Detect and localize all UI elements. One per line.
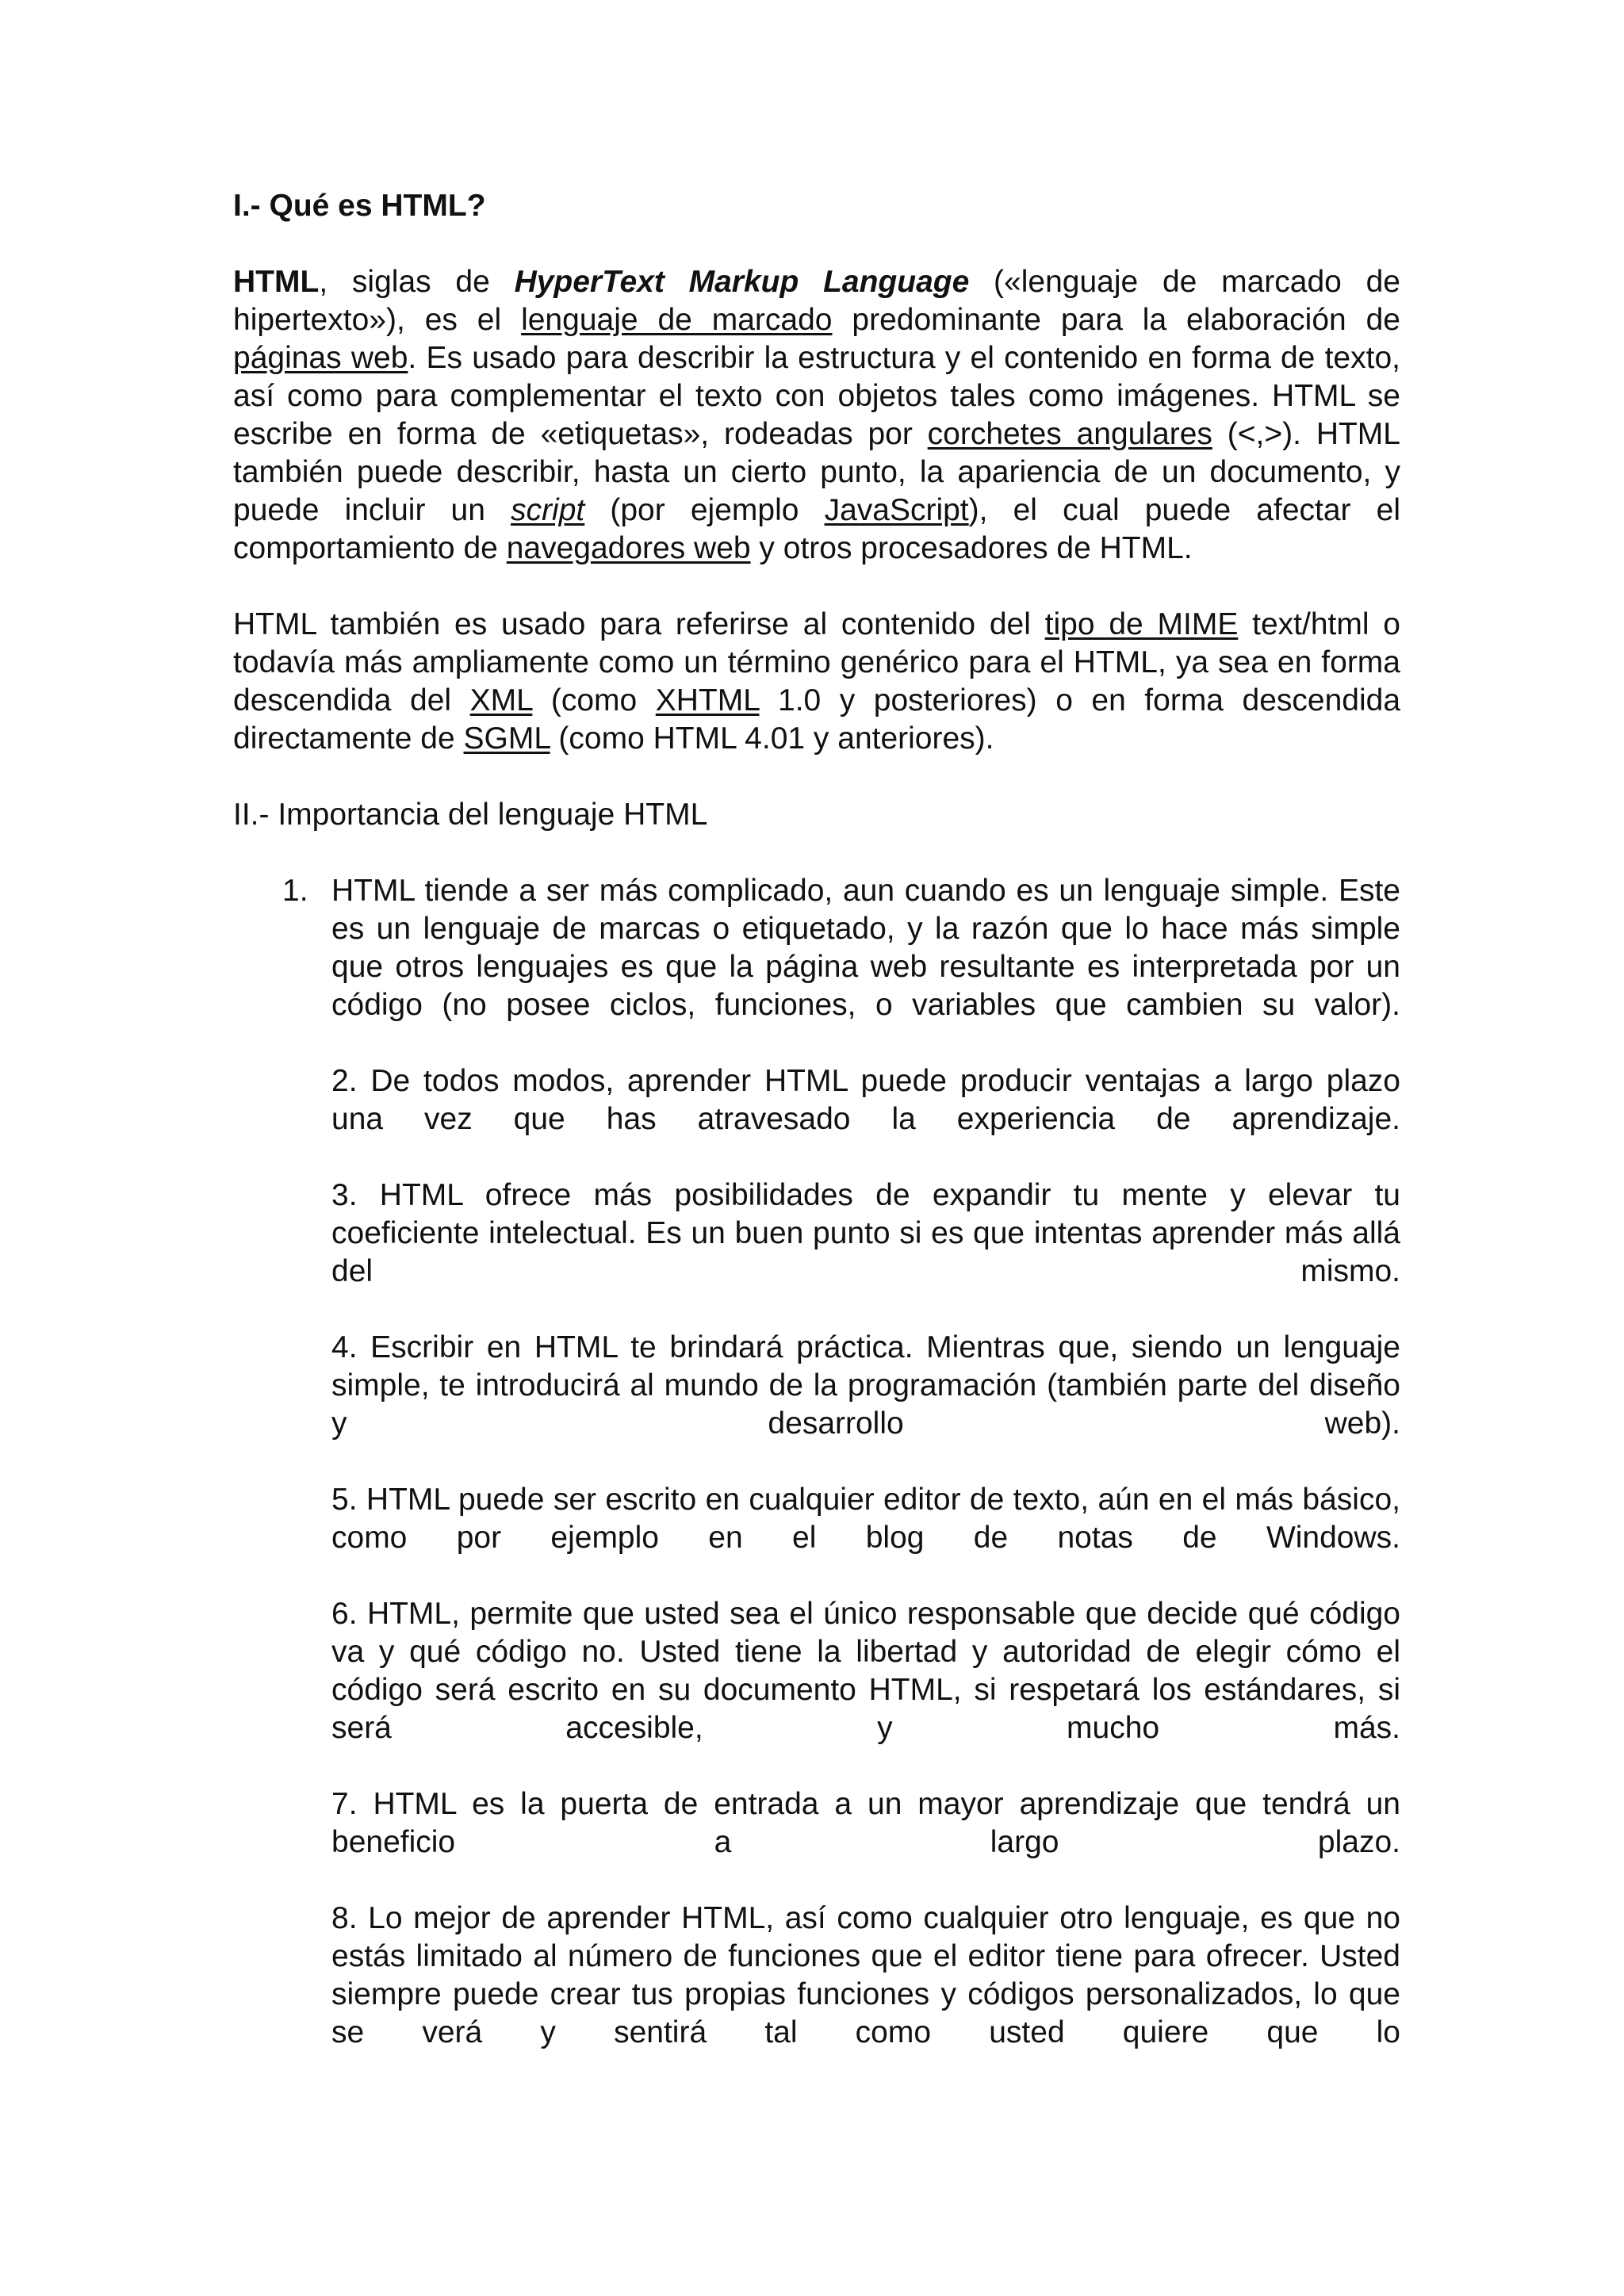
text-run: (como HTML 4.01 y anteriores).: [550, 721, 994, 756]
link-corchetes-angulares[interactable]: corchetes angulares: [927, 417, 1212, 451]
text-run: text/html o todavía más ampliamente como un término genérico para el HTML, ya sea en forma descendida del: [233, 607, 1400, 718]
link-paginas-web[interactable]: páginas web: [233, 341, 408, 375]
text-run: («lenguaje de marcado de hipertexto»), es el: [233, 265, 1400, 337]
text-run: . Es usado para describir la estructura y el contenido en forma de texto, así como para complementar el texto con objetos tales como imágenes. HTML se escribe en forma de «etiquetas», rodeadas por: [233, 341, 1400, 451]
link-navegadores-web[interactable]: navegadores web: [506, 531, 751, 565]
list-item: [331, 1900, 1400, 2052]
text-run: predominante para la elaboración de: [832, 303, 1400, 337]
list-item-text: 4. Escribir en HTML te brindará práctica. Mientras que, siendo un lenguaje simple, te introducirá al mundo de la programación (también parte del diseño y desarrollo web).: [331, 1330, 1400, 1441]
text-run: ), el cual puede afectar el comportamiento de: [233, 493, 1401, 565]
section-heading-importancia: II.- Importancia del lenguaje HTML: [233, 798, 708, 832]
link-tipo-de-mime[interactable]: tipo de MIME: [1044, 607, 1239, 641]
text-run: (por ejemplo: [584, 493, 825, 527]
text-run: (<,>). HTML también puede describir, hasta un cierto punto, la apariencia de un documento, y puede incluir un: [233, 417, 1400, 527]
link-javascript[interactable]: JavaScript: [824, 493, 969, 527]
list-item-text: 6. HTML, permite que usted sea el único responsable que decide qué código va y qué código no. Usted tiene la libertad y autoridad de elegir cómo el código será escrito en su documento HTML, si respetará los estándares, si será accesible, y mucho más.: [331, 1597, 1400, 1745]
list-item: [331, 1481, 1400, 1557]
link-lenguaje-de-marcado[interactable]: lenguaje de marcado: [521, 303, 833, 337]
list-item-text: 7. HTML es la puerta de entrada a un mayor aprendizaje que tendrá un beneficio a largo plazo.: [331, 1787, 1400, 1859]
list-item-text: 3. HTML ofrece más posibilidades de expandir tu mente y elevar tu coeficiente intelectual. Es un buen punto si es que intentas aprender más allá del mismo.: [331, 1178, 1400, 1288]
link-xhtml[interactable]: XHTML: [655, 683, 760, 718]
section-heading-que-es-html: I.- Qué es HTML?: [233, 189, 486, 223]
term-html: HTML: [233, 265, 320, 299]
paragraph-html-definition: [233, 263, 1400, 568]
list-item: [331, 1062, 1400, 1138]
list-item: [331, 1329, 1400, 1443]
text-run: y otros procesadores de HTML.: [750, 531, 1193, 565]
list-item-text: 5. HTML puede ser escrito en cualquier editor de texto, aún en el más básico, como por ejemplo en el blog de notas de Windows.: [331, 1483, 1400, 1555]
list-item: [282, 872, 1400, 1024]
text-run: (como: [532, 683, 656, 718]
link-xml[interactable]: XML: [469, 683, 533, 718]
list-item: [331, 1785, 1400, 1862]
list-item-text: HTML tiende a ser más complicado, aun cuando es un lenguaje simple. Este es un lenguaje de marcas o etiquetado, y la razón que lo hace más simple que otros lenguajes es que la página web resultante es interpretada por un código (no posee ciclos, funciones, o variables que cambien su valor).: [331, 874, 1400, 1022]
importance-list: [233, 872, 1400, 2052]
link-sgml[interactable]: SGML: [463, 721, 550, 756]
term-hypertext-markup-language: HyperText Markup Language: [514, 265, 970, 299]
text-run: HTML también es usado para referirse al contenido del: [233, 607, 1045, 641]
list-item-number: 1.: [282, 874, 308, 908]
paragraph-html-mime: [233, 606, 1400, 758]
list-item-text: 2. De todos modos, aprender HTML puede producir ventajas a largo plazo una vez que has atravesado la experiencia de aprendizaje.: [331, 1064, 1400, 1136]
list-item-text: 8. Lo mejor de aprender HTML, así como cualquier otro lenguaje, es que no estás limitado al número de funciones que el editor tiene para ofrecer. Usted siempre puede crear tus propias funciones y códigos personalizados, lo que se verá y sentirá tal como usted quiere que lo: [331, 1901, 1400, 2049]
text-run: , siglas de: [319, 265, 515, 299]
list-item: [331, 1177, 1400, 1291]
link-script[interactable]: script: [511, 493, 585, 527]
document-body: [233, 187, 1400, 2090]
list-item: [331, 1595, 1400, 1747]
text-run: 1.0 y posteriores) o en forma descendida directamente de: [233, 683, 1401, 756]
